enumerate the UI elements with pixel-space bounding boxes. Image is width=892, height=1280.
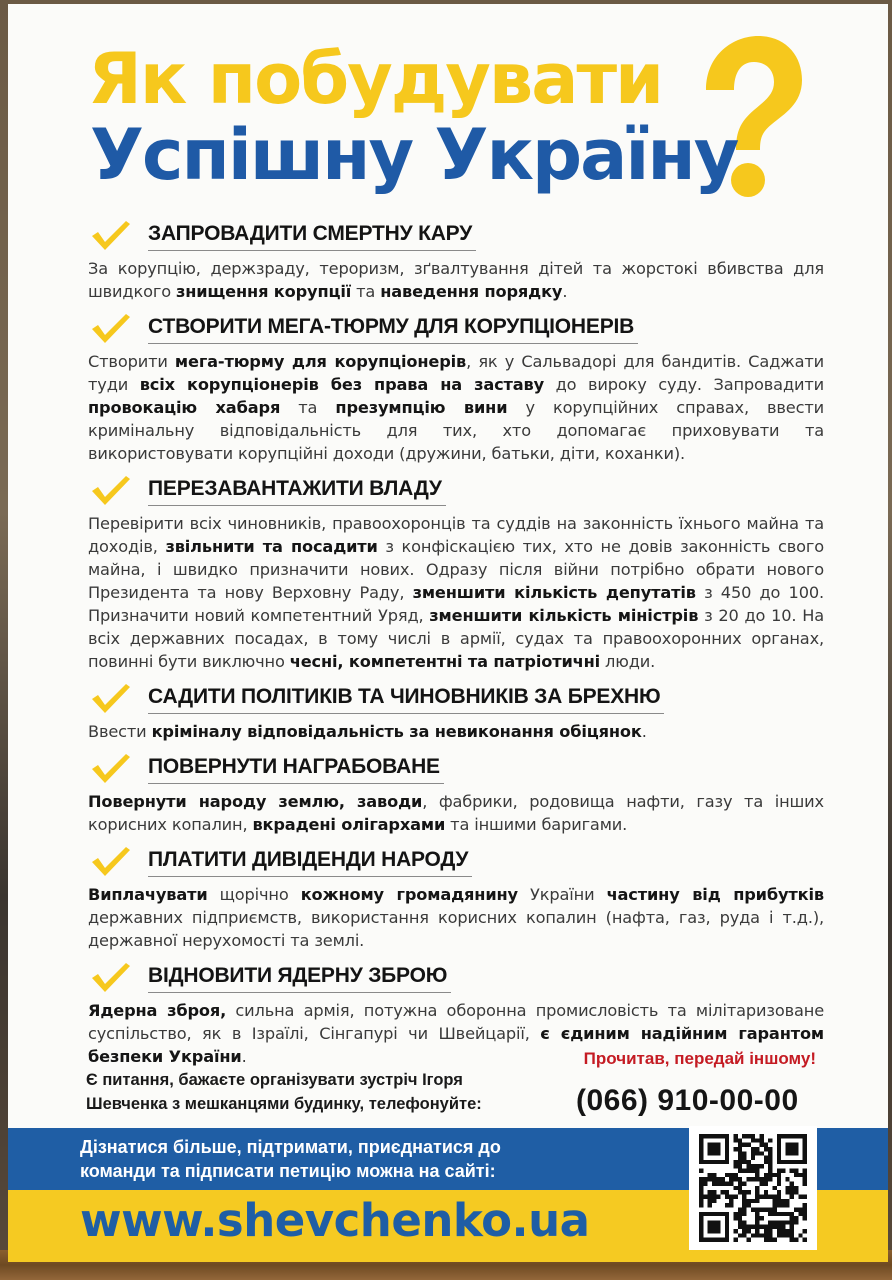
body-text: . <box>241 1047 247 1066</box>
contact-line-1: Є питання, бажаєте організувати зустріч Ігоря <box>86 1071 463 1089</box>
body-text: з 450 до 100. Призначити новий компетентний Уряд, <box>88 583 824 625</box>
emphasis-text: вкрадені олігархами <box>252 815 446 834</box>
body-text: у корупційних справах, ввести кримінальну відповідальність для тих, хто допомагає приховувати та використовувати корупційні доходи (дружини, батьки, діти, коханки). <box>88 398 825 463</box>
section-title: ПЕРЕЗАВАНТАЖИТИ ВЛАДУ <box>148 477 446 506</box>
section-title: ПОВЕРНУТИ НАГРАБОВАНЕ <box>148 755 444 784</box>
emphasis-text: презумпцію вини <box>335 398 508 417</box>
section <box>86 677 826 743</box>
body-text: За корупцію, держзраду, тероризм, зґвалтування дітей та жорстокі вбивства для швидкого <box>88 259 824 301</box>
section-header <box>86 956 826 996</box>
emphasis-text: кожному громадянину <box>300 885 518 904</box>
pass-on-note: Прочитав, передай іншому! <box>583 1049 816 1068</box>
footer-info-line-2: команди та підписати петицію можна на сайті: <box>80 1161 496 1181</box>
section-title: ПЛАТИТИ ДИВІДЕНДИ НАРОДУ <box>148 848 472 877</box>
section-header <box>86 677 826 717</box>
emphasis-text: зменшити кількість депутатів <box>412 583 696 602</box>
website-link[interactable]: www.shevchenko.ua <box>80 1194 590 1247</box>
contact-text <box>86 1068 506 1116</box>
body-text: державних підприємств, використання корисних копалин (нафта, газ, руда і т.д.), державної нерухомості та землі. <box>88 908 824 950</box>
checkmark-icon <box>88 844 132 878</box>
footer-info <box>80 1135 640 1183</box>
section-header <box>86 840 826 880</box>
body-text: Створити <box>88 352 175 371</box>
headline-line-2: Успішну Україну <box>90 114 738 196</box>
section-header <box>86 214 826 254</box>
section-title: СТВОРИТИ МЕГА-ТЮРМУ ДЛЯ КОРУПЦІОНЕРІВ <box>148 315 638 344</box>
body-text: та <box>280 398 336 417</box>
checkmark-icon <box>88 311 132 345</box>
section-list <box>86 214 826 1068</box>
phone-number[interactable]: (066) 910-00-00 <box>576 1084 799 1117</box>
emphasis-text: Виплачувати <box>88 885 208 904</box>
emphasis-text: зменшити кількість міністрів <box>429 606 699 625</box>
section-body <box>86 717 824 743</box>
body-text: , як у Сальвадорі для бандитів. Саджати туди <box>88 352 824 394</box>
emphasis-text: наведення порядку <box>380 282 563 301</box>
body-text: Перевірити всіх чиновників, правоохоронців та суддів на законність їхнього майна та доходів, <box>88 514 824 556</box>
body-text: Ввести <box>88 722 152 741</box>
checkmark-icon <box>88 751 132 785</box>
qr-code-icon <box>697 1134 809 1242</box>
emphasis-text: є єдиним надійним гарантом безпеки України <box>88 1024 825 1066</box>
section-title: САДИТИ ПОЛІТИКІВ ТА ЧИНОВНИКІВ ЗА БРЕХНЮ <box>148 685 664 714</box>
contact-line-2: Шевченка з мешканцями будинку, телефонуйте: <box>86 1095 482 1113</box>
section-header <box>86 307 826 347</box>
checkmark-icon <box>88 218 132 252</box>
section-body <box>86 347 824 465</box>
emphasis-text: мега-тюрму для корупціонерів <box>174 352 467 371</box>
emphasis-text: провокацію хабаря <box>88 398 281 417</box>
section-body <box>86 254 824 303</box>
body-text: до вироку суду. Запровадити <box>544 375 825 394</box>
footer-info-line-1: Дізнатися більше, підтримати, приєднатися до <box>80 1137 501 1157</box>
body-text: . <box>562 282 568 301</box>
section <box>86 214 826 303</box>
headline-line-1: Як побудувати <box>88 38 663 120</box>
body-text: з конфіскацією тих, хто не довів законність свого майна, і швидко призначити нових. Одразу після війни потрібно обрати нового Президента та нову Верховну Раду, <box>88 537 824 602</box>
body-text: . <box>641 722 647 741</box>
body-text: та <box>351 282 381 301</box>
emphasis-text: всіх корупціонерів без права на заставу <box>139 375 545 394</box>
section <box>86 307 826 465</box>
section <box>86 840 826 952</box>
section <box>86 469 826 673</box>
checkmark-icon <box>88 960 132 994</box>
section <box>86 747 826 836</box>
section-header <box>86 747 826 787</box>
section-body <box>86 880 824 952</box>
emphasis-text: Повернути народу землю, заводи <box>88 792 423 811</box>
checkmark-icon <box>88 473 132 507</box>
checkmark-icon <box>88 681 132 715</box>
emphasis-text: частину від прибутків <box>606 885 824 904</box>
section-title: ВІДНОВИТИ ЯДЕРНУ ЗБРОЮ <box>148 964 451 993</box>
leaflet <box>8 4 888 1262</box>
body-text: щорічно <box>207 885 301 904</box>
emphasis-text: знищення корупції <box>175 282 352 301</box>
emphasis-text: чесні, компетентні та патріотичні <box>289 652 601 671</box>
body-text: сильна армія, потужна оборонна промисловість та мілітаризоване суспільство, як в Ізраїлі, Сінгапурі чи Швейцарії, <box>88 1001 824 1043</box>
section-body <box>86 509 824 673</box>
body-text: , фабрики, родовища нафти, газу та інших корисних копалин, <box>88 792 824 834</box>
section-title: ЗАПРОВАДИТИ СМЕРТНУ КАРУ <box>148 222 476 251</box>
emphasis-text: звільнити та посадити <box>165 537 378 556</box>
emphasis-text: кріміналу відповідальність за невиконання обіцянок <box>151 722 642 741</box>
section-body <box>86 787 824 836</box>
body-text: люди. <box>600 652 656 671</box>
body-text: та іншими баригами. <box>445 815 628 834</box>
body-text: України <box>517 885 607 904</box>
section-header <box>86 469 826 509</box>
emphasis-text: Ядерна зброя, <box>88 1001 227 1020</box>
body-text: з 20 до 10. На всіх державних посадах, в тому числі в армії, судах та правоохоронних органах, повинні бути виключно <box>88 606 824 671</box>
title-block <box>8 4 888 214</box>
qr-code[interactable] <box>689 1126 817 1250</box>
